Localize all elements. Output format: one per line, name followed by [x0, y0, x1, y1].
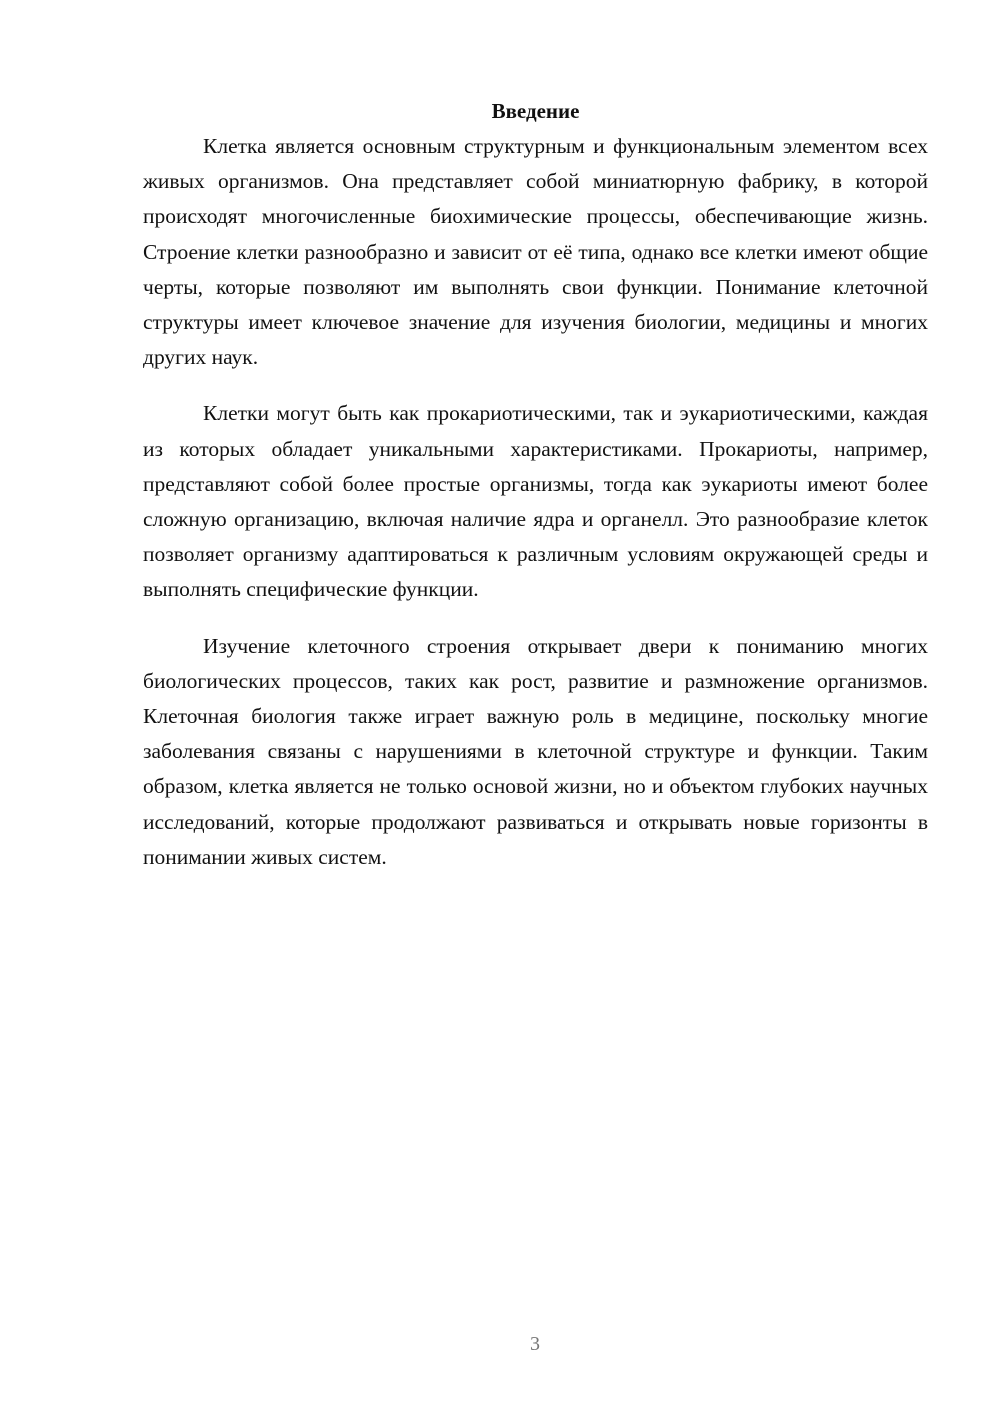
- paragraph-2: Клетки могут быть как прокариотическими, так и эукариотическими, каждая из которых обладает уникальными характеристиками. Прокариоты, например, представляют собой более простые организмы, тогда как эукариоты имеют более сложную организацию, включая наличие ядра и органелл. Это разнообразие клеток позволяет организму адаптироваться к различным условиям окружающей среды и выполнять специфические функции.: [143, 401, 928, 602]
- page-content: [143, 94, 928, 875]
- paragraph-3: Изучение клеточного строения открывает двери к пониманию многих биологических процессов, таких как рост, развитие и размножение организмов. Клеточная биология также играет важную роль в медицине, поскольку многие заболевания связаны с нарушениями в клеточной структуре и функции. Таким образом, клетка является не только основой жизни, но и объектом глубоких научных исследований, которые продолжают развиваться и открывать новые горизонты в понимании живых систем.: [143, 633, 928, 869]
- section-title: Введение: [491, 99, 580, 123]
- page-number: 3: [530, 1333, 540, 1355]
- paragraph-1: Клетка является основным структурным и функциональным элементом всех живых организмов. Она представляет собой миниатюрную фабрику, в которой происходят многочисленные биохимические процессы, обеспечивающие жизнь. Строение клетки разнообразно и зависит от её типа, однако все клетки имеют общие черты, которые позволяют им выполнять свои функции. Понимание клеточной структуры имеет ключевое значение для изучения биологии, медицины и многих других наук.: [143, 134, 928, 370]
